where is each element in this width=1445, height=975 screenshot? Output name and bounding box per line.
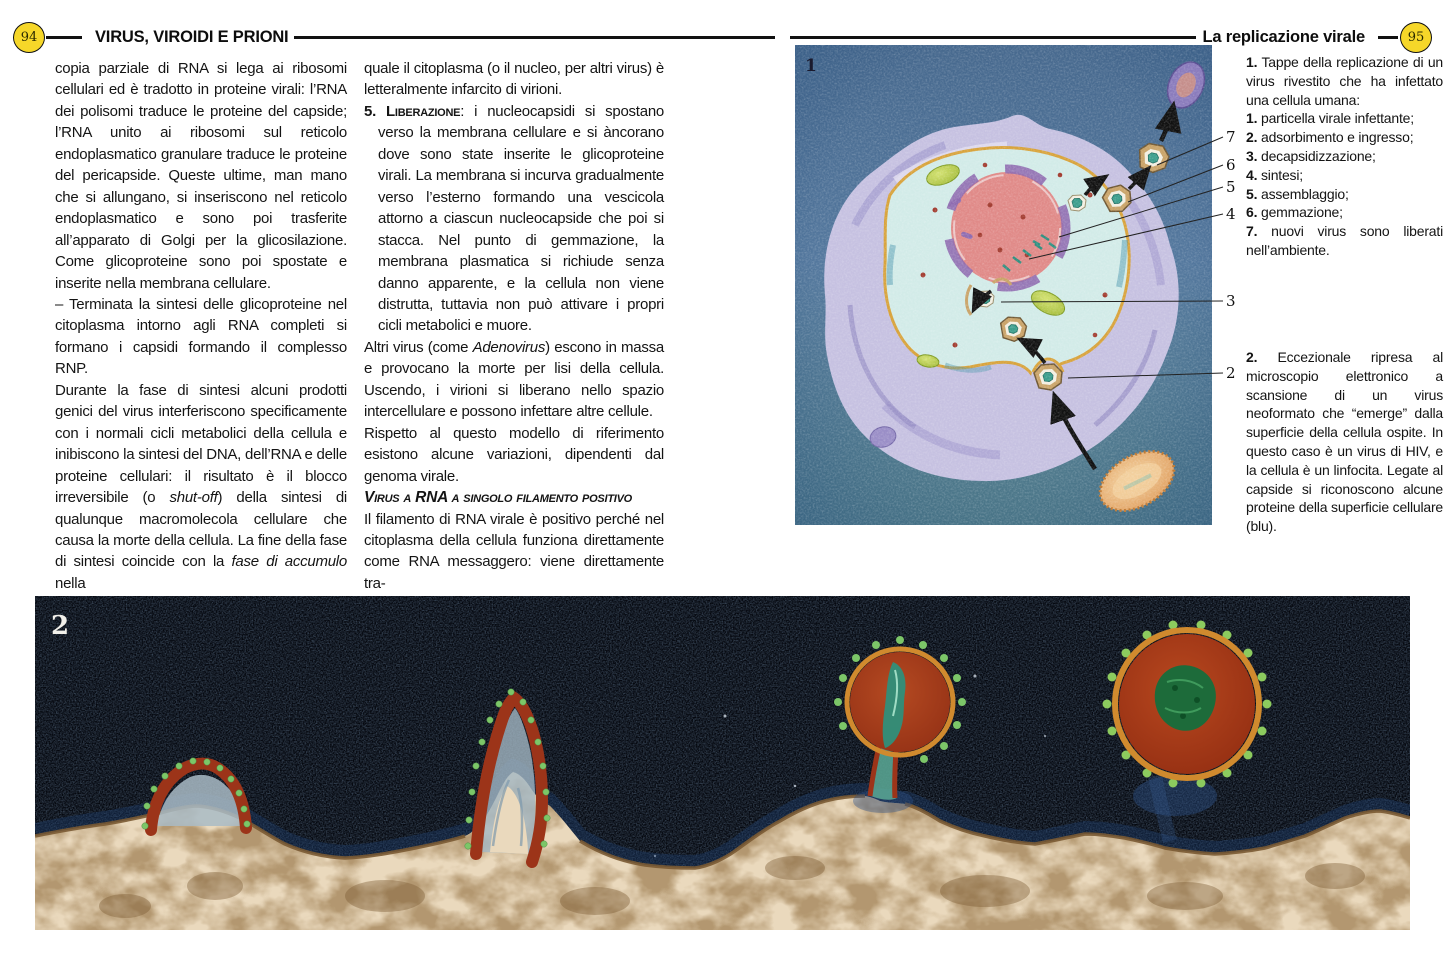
item-number: 4. (1246, 166, 1258, 183)
item-number: 6. (1246, 204, 1258, 221)
caption-list-item (1246, 166, 1443, 185)
header-rule (1378, 36, 1398, 39)
caption-number: 1. (1246, 54, 1258, 70)
body-paragraph (364, 337, 664, 423)
callout-number: 2 (1226, 364, 1236, 382)
item-number: 2. (1246, 129, 1258, 146)
numbered-item-liberazione (364, 101, 664, 337)
body-paragraph (364, 58, 664, 101)
section-heading-text: Virus a RNA a singolo filamento positivo (364, 489, 632, 507)
italic-term: Adenovirus (472, 338, 546, 356)
callout-number: 3 (1226, 292, 1236, 310)
right-header-title: La replicazione virale (1202, 27, 1365, 46)
caption-text: Tappe della replicazione di un virus rivestito che ha infettato una cellula umana: (1246, 54, 1443, 108)
running-head-left (13, 21, 775, 53)
body-text: – Terminata la sintesi delle glicoproteine nel citoplasma intorno agli RNA completi si formano i capsidi formando il complesso RNP. (55, 295, 347, 378)
body-text: Durante la fase di sintesi alcuni prodotti genici del virus interferiscono specificamente con i normali cicli metabolici della cellula e inibiscono la sintesi del DNA, dell’RNA e delle proteine cellulari: il risultato è il blocco irreversibile (o (55, 381, 347, 507)
body-paragraph (55, 58, 347, 294)
item-number: 7. (1246, 223, 1258, 240)
item-keyword: Liberazione (386, 102, 461, 120)
item-text: gemmazione; (1260, 204, 1343, 221)
header-rule (46, 36, 82, 39)
body-text: ) della sintesi di qualunque macromolecola cellulare che causa la morte della cellula. La fine della fase di sintesi coincide con la (55, 489, 347, 571)
italic-term: fase di accumulo (231, 553, 347, 571)
paper-grain (795, 45, 1212, 525)
body-paragraph (364, 509, 664, 595)
item-text: adsorbimento e ingresso; (1260, 129, 1414, 146)
caption-text: Eccezionale ripresa al microscopio elettronico a scansione di un virus neoformato che “emerge” dalla superficie della cellula ospite. In questo caso è un virus di HIV, e la cellula è un linfocita. Legate al capside si riconoscono alcune proteine della superficie cellulare (blu). (1246, 349, 1443, 535)
item-number: 5. (364, 102, 377, 120)
figure-cell-illustration (795, 45, 1242, 525)
figure1-caption (1246, 53, 1443, 260)
caption-list-item (1246, 128, 1443, 147)
text-column-1 (55, 58, 347, 594)
item-number: 1. (1246, 110, 1258, 127)
body-text: Altri virus (come (364, 338, 473, 356)
body-text: Rispetto al questo modello di riferimento esistono alcune variazioni, dipendenti dal genoma virale. (364, 424, 664, 485)
micrograph-canvas (35, 596, 1410, 930)
page-number: 95 (1407, 29, 1425, 45)
caption-list-item (1246, 222, 1443, 260)
illustration-canvas (795, 45, 1212, 525)
callout-number: 4 (1226, 205, 1236, 223)
caption-list-item (1246, 185, 1443, 204)
body-paragraph (55, 380, 347, 595)
body-text: ) escono in massa e provocano la morte per lisi della cellula. Uscendo, i virioni si liberano nello spazio intercellulare e possono infettare altre cellule. (364, 338, 664, 421)
body-paragraph (55, 294, 347, 380)
item-text: decapsidizzazione; (1260, 147, 1376, 164)
section-heading (364, 487, 664, 508)
body-text: copia parziale di RNA si lega ai ribosomi cellulari ed è tradotto in proteine virali: l’RNA dei polisomi traduce le proteine del capside; l’RNA unito ai ribosomi sul reticolo endoplasmatico granulare traduce le proteine del pericapside. Queste ultime, man mano che si allungano, si inseriscono nel reticolo endoplasmatico e sono poi trasferite all’apparato di Golgi per la glicosilazione. Come glicoproteine sono poi spostate e inserite nella membrana cellulare. (55, 60, 347, 292)
caption-intro (1246, 53, 1443, 109)
header-rule (294, 36, 775, 39)
body-text: Il filamento di RNA virale è positivo perché nel citoplasma della cellula funziona direttamente come RNA messaggero: viene direttamente tra- (364, 510, 664, 592)
caption-list-item (1246, 109, 1443, 128)
caption-number: 2. (1246, 349, 1258, 365)
figure-label: 2 (51, 611, 70, 641)
body-text: : i nucleocapsidi si spostano verso la membrana cellulare e si àncorano dove sono state inserite le glicoproteine virali. La membrana si incurva gradualmente verso l’esterno formando una vescicola attorno a ciascun nucleocapside che poi si stacca. Nel punto di gemmazione, la membrana plasmatica si richiude senza danno apparente, e la cellula non viene distrutta, tuttavia non può attivare i propri cicli metabolici e muore. (378, 102, 664, 335)
body-paragraph (364, 423, 664, 487)
virion-core (1155, 665, 1216, 731)
callout-number: 7 (1226, 128, 1236, 146)
callout-numbers (1226, 128, 1236, 382)
header-rule (790, 36, 1196, 39)
item-text: particella virale infettante; (1260, 110, 1414, 127)
caption-list-item (1246, 147, 1443, 166)
italic-term: shut-off (169, 489, 218, 507)
body-text: quale il citoplasma (o il nucleo, per altri virus) è letteralmente infarcito di virioni. (364, 60, 664, 99)
caption-list-item (1246, 203, 1443, 222)
callout-number: 5 (1226, 178, 1236, 196)
page-number-badge-right (1400, 22, 1432, 53)
item-text: assemblaggio; (1260, 185, 1349, 202)
figure2-caption (1246, 348, 1443, 536)
caption-paragraph (1246, 348, 1443, 536)
page-number-badge-left (13, 22, 45, 53)
item-text: nuovi virus sono liberati nell’ambiente. (1246, 223, 1443, 258)
item-number: 3. (1246, 147, 1258, 164)
page-number: 94 (20, 29, 38, 45)
text-column-2 (364, 58, 664, 594)
item-text: sintesi; (1260, 166, 1303, 183)
figure-label: 1 (805, 56, 817, 76)
figure-em-micrograph (35, 596, 1410, 930)
item-number: 5. (1246, 185, 1258, 202)
callout-number: 6 (1226, 156, 1236, 174)
body-text: nella (55, 574, 86, 592)
left-header-title: VIRUS, VIROIDI E PRIONI (95, 27, 289, 46)
